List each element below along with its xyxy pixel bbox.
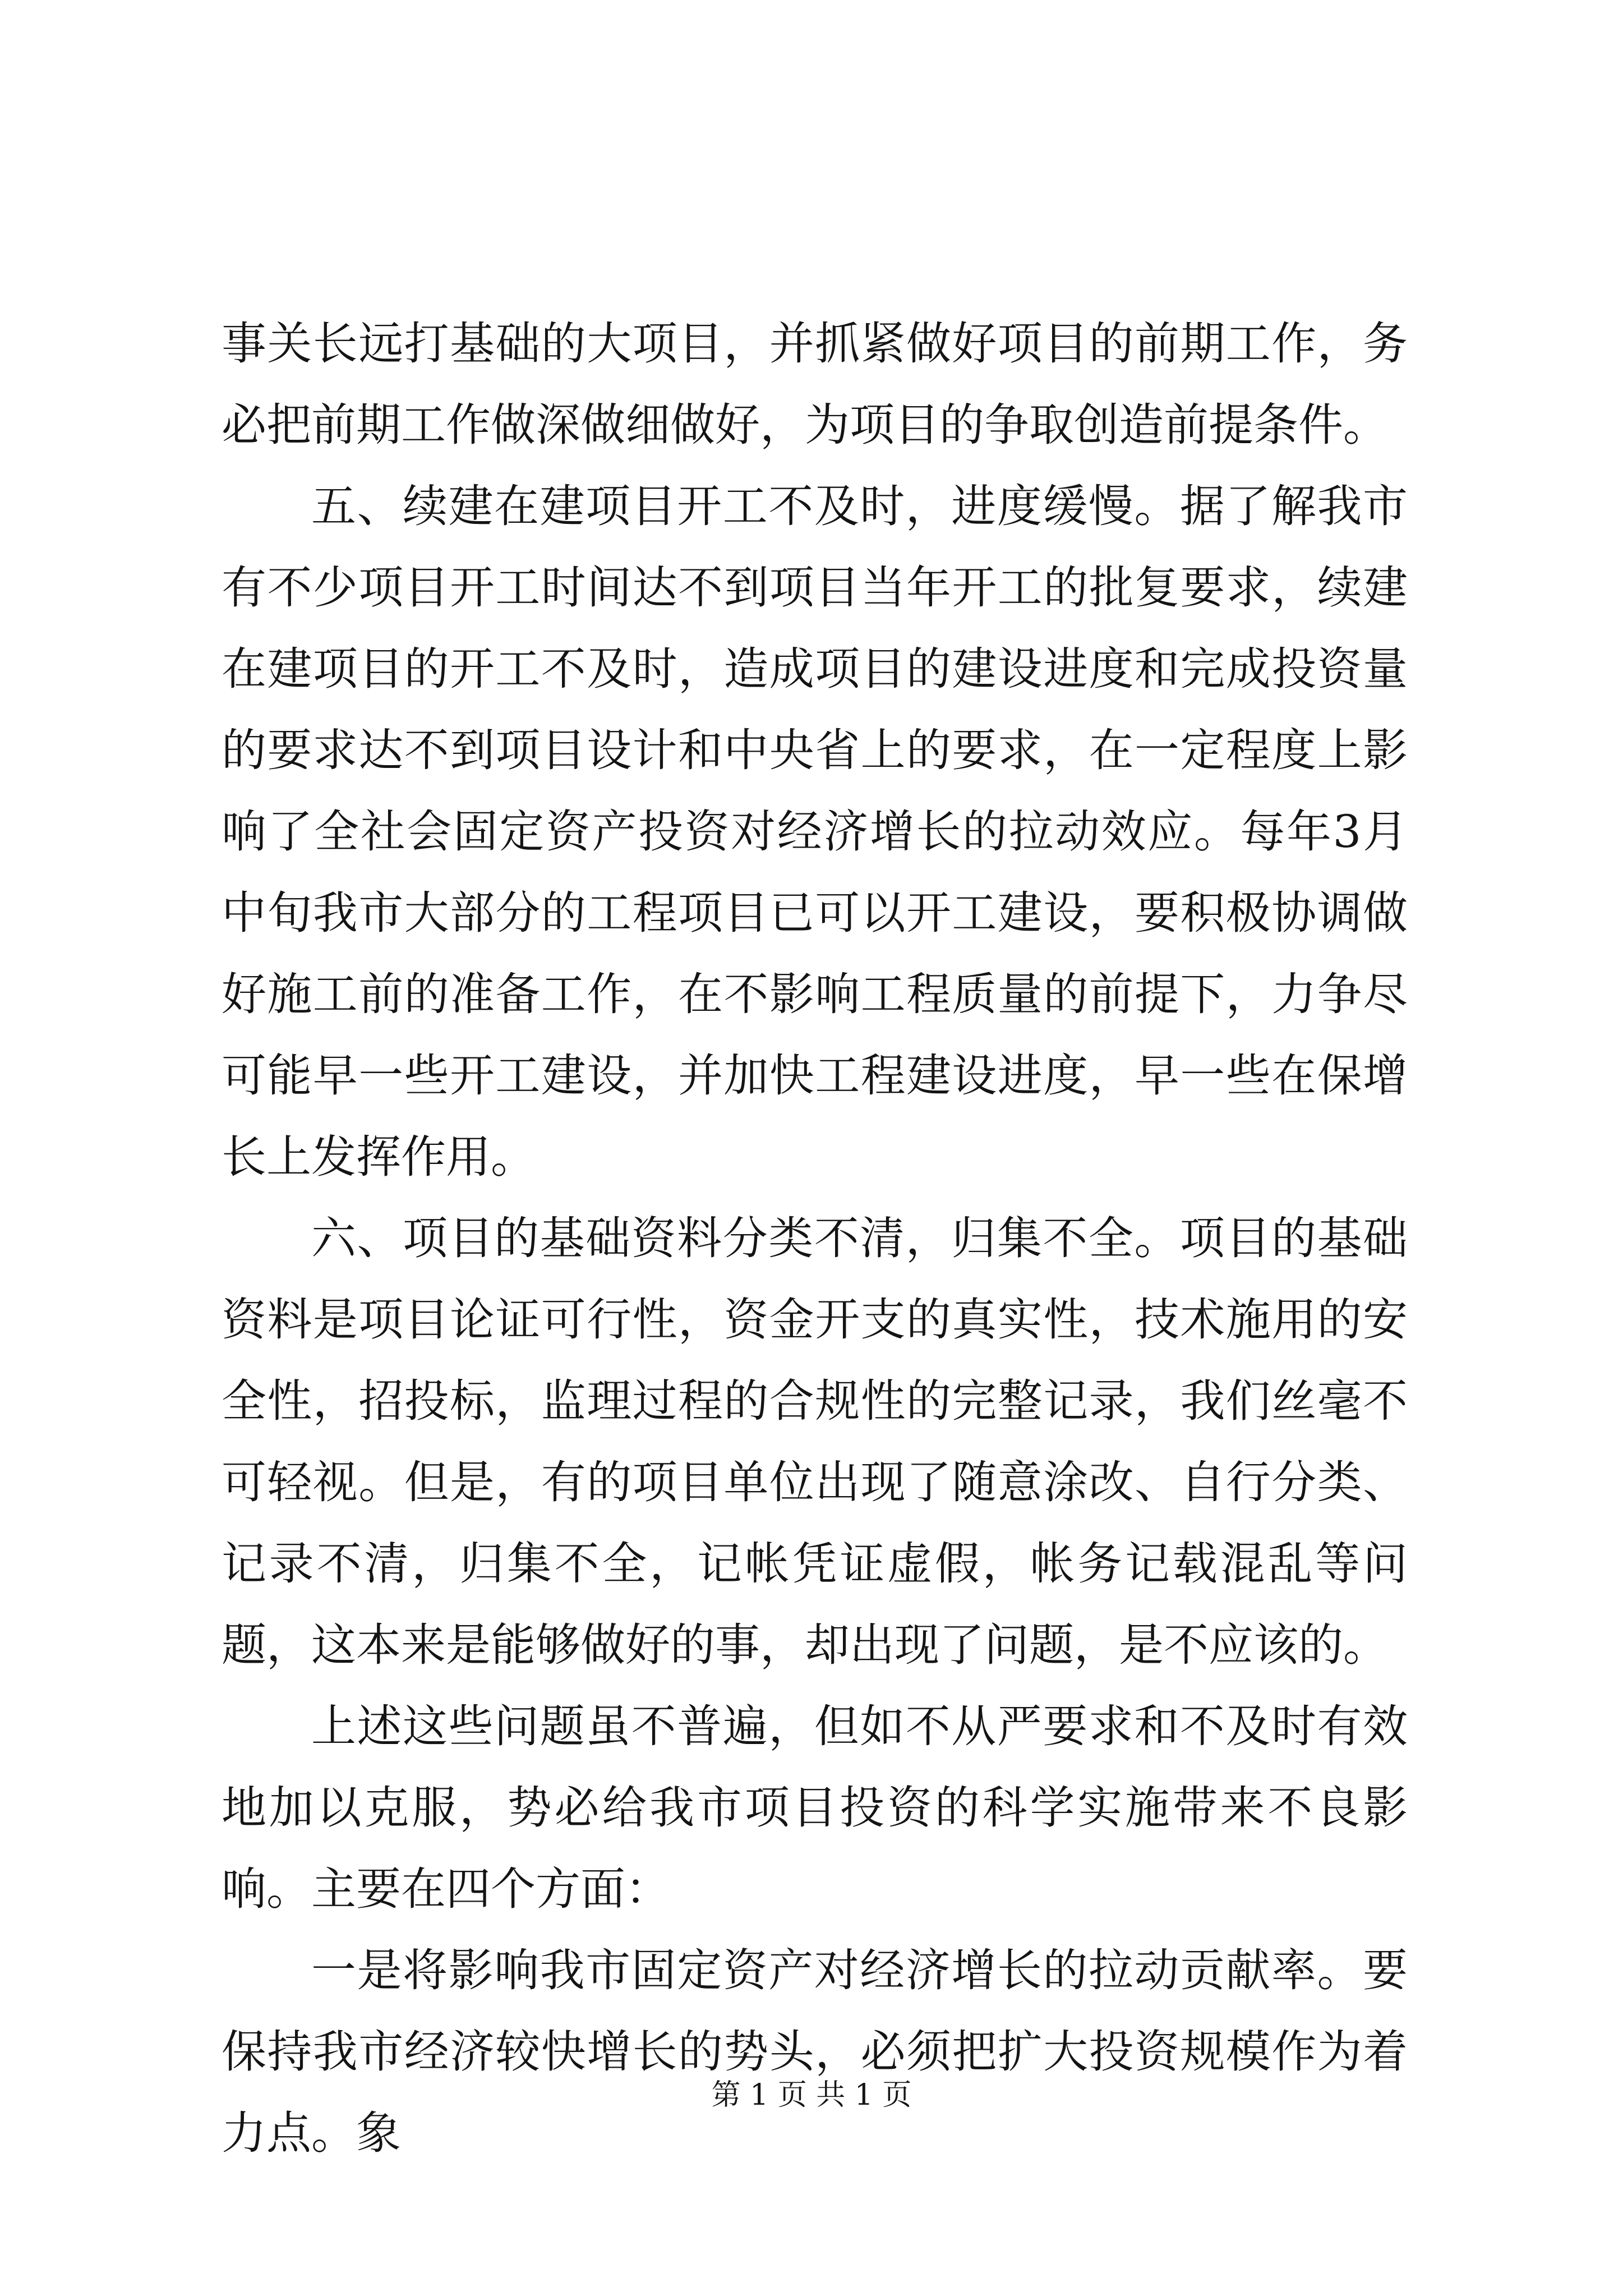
paragraph: 一是将影响我市固定资产对经济增长的拉动贡献率。要保持我市经济较快增长的势头，必须把扩大投资规模作为着力点。象 [222, 1944, 1408, 2159]
paragraph: 六、项目的基础资料分类不清，归集不全。项目的基础资料是项目论证可行性，资金开支的真实性，技术施用的安全性，招投标，监理过程的合规性的完整记录，我们丝毫不可轻视。但是，有的项目单位出现了随意涂改、自行分类、记录不清，归集不全，记帐凭证虚假，帐务记载混乱等问题，这本来是能够做好的事，却出现了问题，是不应该的。 [222, 1212, 1408, 1671]
page-footer [0, 2076, 1623, 2115]
paragraph: 事关长远打基础的大项目，并抓紧做好项目的前期工作，务必把前期工作做深做细做好，为项目的争取创造前提条件。 [222, 318, 1408, 451]
body-text [222, 303, 1408, 2174]
paragraph: 五、续建在建项目开工不及时，进度缓慢。据了解我市有不少项目开工时间达不到项目当年开工的批复要求，续建在建项目的开工不及时，造成项目的建设进度和完成投资量的要求达不到项目设计和中央省上的要求，在一定程度上影响了全社会固定资产投资对经济增长的拉动效应。每年3月中旬我市大部分的工程项目已可以开工建设，要积极协调做好施工前的准备工作，在不影响工程质量的前提下，力争尽可能早一些开工建设，并加快工程建设进度，早一些在保增长上发挥作用。 [222, 480, 1408, 1183]
paragraph: 上述这些问题虽不普遍，但如不从严要求和不及时有效地加以克服，势必给我市项目投资的科学实施带来不良影响。主要在四个方面： [222, 1700, 1408, 1915]
page-number: 第 1 页 共 1 页 [711, 2078, 912, 2112]
